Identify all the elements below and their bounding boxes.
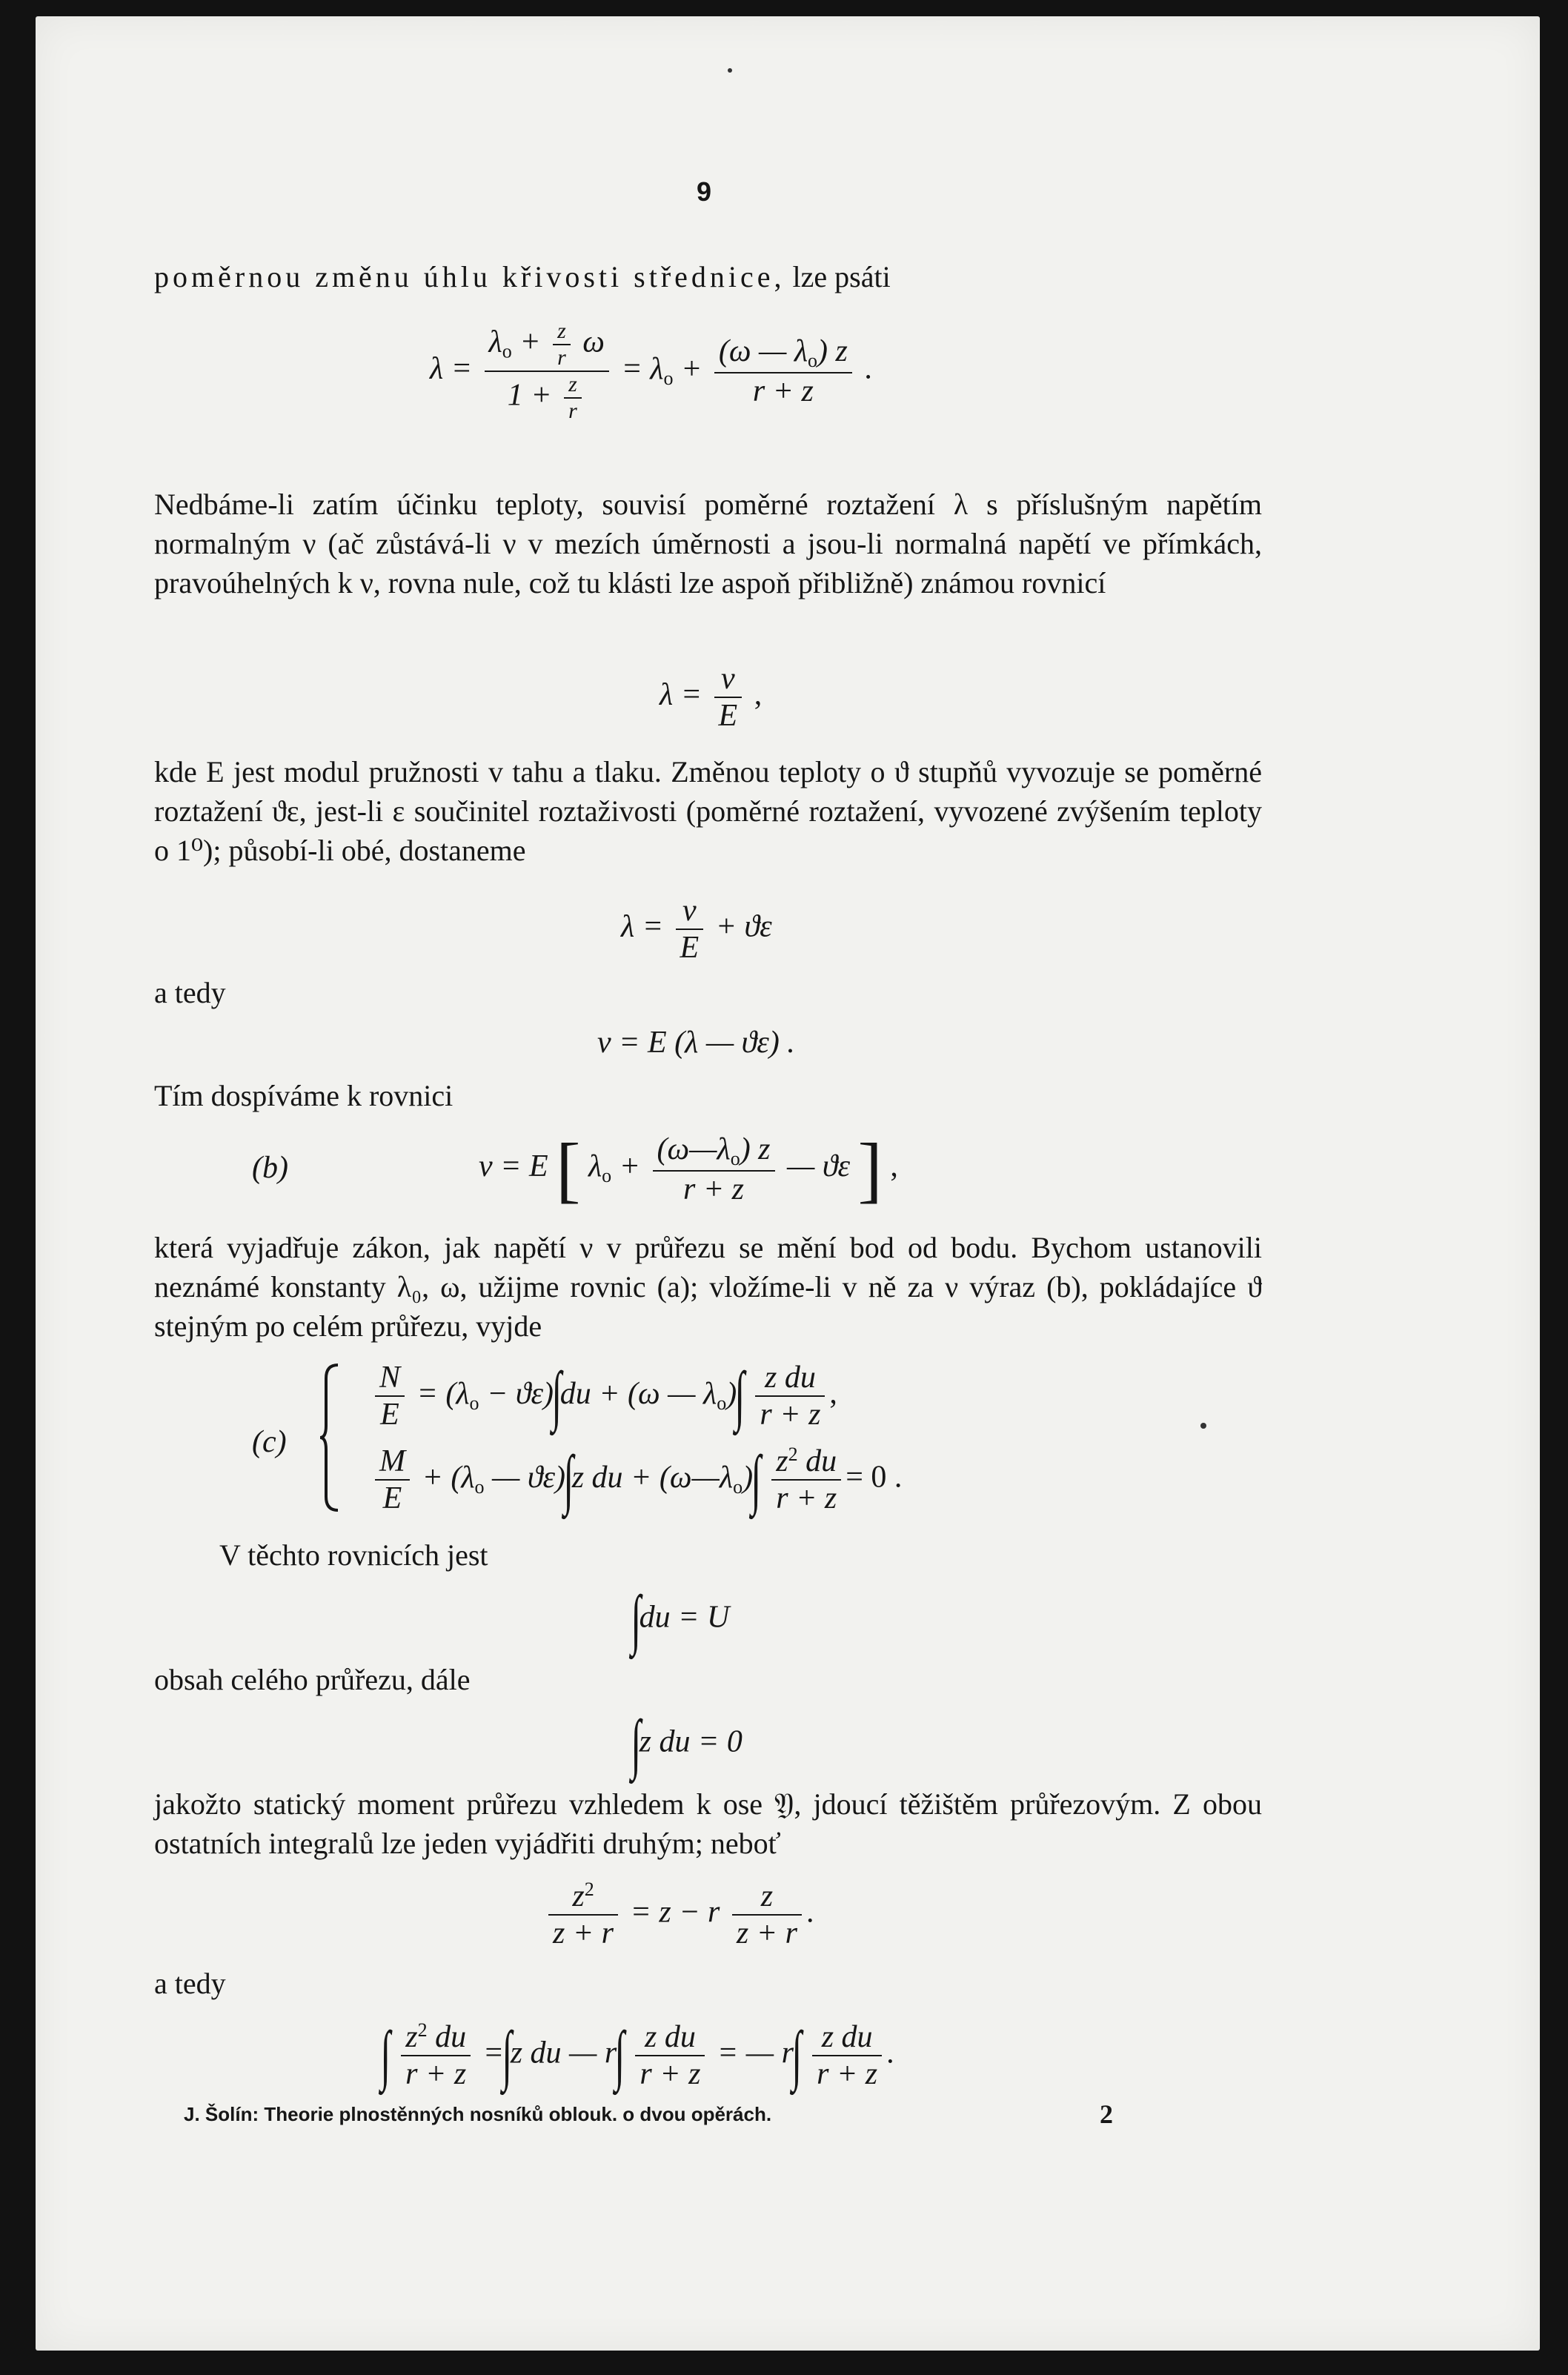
paragraph-intro: [154, 259, 891, 294]
paragraph-stress: Nedbáme-li zatím účinku teploty, souvisí poměrné roztažení λ s příslušným napětím normalným ν (ač zůstává-li ν v mezích úměrnosti a jsou-li normalná napětí ve přímkách, pravoúhelných k ν, rovna nule, což tu klásti lze aspoň přibližně) známou rovnicí: [154, 488, 1262, 599]
equation-c-first: $\frac{N}{E}$ = $(\lambda_o - ϑ\varepsilon)\int du + (\omega$ — $\lambda_o)\int$ $\frac{\text{z du}}{r + z}$ ,: [371, 1360, 837, 1432]
paragraph-temperature: kde E jest modul pružnosti v tahu a tlaku. Změnou teploty o ϑ stupňů vyvozuje se poměrné roztažení ϑε, jest-li ε součinitel roztaživosti (poměrné roztažení, vyvozené zvýšením teploty o 1⁰); působí-li obé, dostaneme: [154, 755, 1262, 867]
equation-lambda-curvature: λ = $\lambda_o$ + $\frac{z}{r}$ ω 1 + $\frac{z}{r}$ = $\lambda_o$ + $\frac{(\omega — \lambda_o) z}{r + z}$ .: [430, 319, 872, 423]
fraction: $\frac{(\omega — \lambda_o) z}{r + z}$: [714, 333, 852, 409]
curly-brace: [319, 1363, 341, 1512]
equation-area: ∫du = U: [631, 1583, 730, 1656]
page-number: 9: [696, 176, 712, 207]
text-v-techto: V těchto rovnicích jest: [219, 1538, 488, 1572]
label-equation-b: (b): [252, 1151, 288, 1185]
equation-c-second: $\frac{M}{E}$ + ($\lambda_o$ — ϑε)∫z du + $(\omega—\lambda_o)\int$ $\frac{z^2 du}{r + z}$ = 0 .: [371, 1444, 902, 1516]
footer-citation: J. Šolín: Theorie plnostěnných nosníků oblouk. o dvou opěrách.: [184, 2103, 772, 2125]
footer-sheet-number: 2: [1100, 2099, 1113, 2129]
label-equation-c: (c): [252, 1425, 287, 1459]
text-a-tedy: a tedy: [154, 976, 226, 1009]
fraction: $\lambda_o$ + $\frac{z}{r}$ ω 1 + $\frac{z}{r}$: [485, 319, 609, 424]
paragraph-constants: která vyjadřuje zákon, jak napětí ν v průřezu se mění bod od bodu. Bychom ustanovili neznámé konstanty λ₀, ω, užijme rovnic (a); vložíme-li v ně za ν výraz (b), pokládajíce ϑ stejným po celém průřezu, vyjde: [154, 1231, 1262, 1343]
speck-mark: [1200, 1423, 1206, 1429]
intro-rest: lze psáti: [785, 260, 891, 293]
equation-identity: $\frac{z^2}{z + r}$ = z − r $\frac{z}{z + r}$ .: [544, 1879, 814, 1951]
spaced-text: poměrnou změnu úhlu křivosti střednice,: [154, 260, 785, 293]
equation-strain-temperature: λ = $\frac{\nu}{E}$ + ϑε: [621, 894, 772, 965]
equation-final: ∫ $\frac{z^2 du}{r + z}$ =∫z du — r∫ $\frac{\text{z du}}{r + z}$ = — r∫ $\frac{\text{z du}}{r + z}$ .: [380, 2019, 894, 2092]
paragraph-integrals: jakožto statický moment průřezu vzhledem k ose 𝔜, jdoucí těžištěm průřezovým. Z obou ostatních integralů lze jeden vyjádřiti druhým; neboť: [154, 1787, 1262, 1860]
text-tim: Tím dospíváme k rovnici: [154, 1079, 454, 1112]
equation-stress: ν = E (λ — ϑε) .: [597, 1026, 795, 1060]
equation-hooke: λ = $\frac{\nu}{E}$ ,: [660, 662, 763, 733]
text-a-tedy-2: a tedy: [154, 1967, 226, 2000]
text-obsah: obsah celého průřezu, dále: [154, 1663, 471, 1696]
equation-static-moment: ∫z du = 0: [631, 1707, 743, 1781]
speck-mark: [728, 68, 732, 73]
equation-b: ν = E [ $\lambda_o$ + $\frac{(\omega—\lambda_o) z}{r + z}$ — ϑε ] ,: [479, 1128, 898, 1210]
